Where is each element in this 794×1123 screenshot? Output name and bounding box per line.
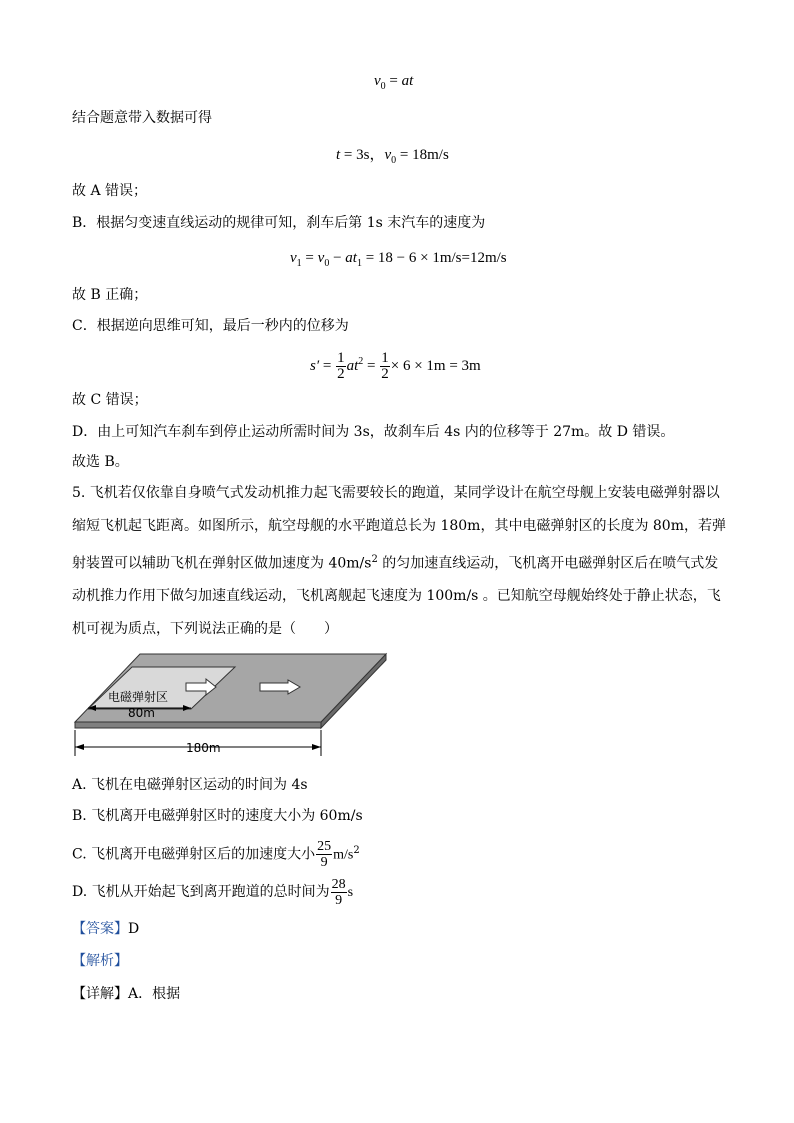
unit: s [347,885,354,900]
question-5-line-4: 动机推力作用下做匀加速直线运动，飞机离舰起飞速度为 100m/s 。已知航空母舰始终处于静止状态，飞 [72,588,721,604]
text-d-statement: D．由上可知汽车刹车到停止运动所需时间为 3s，故刹车后 4s 内的位移等于 27m。故 D 错误。 [72,424,675,440]
fraction [380,351,390,382]
eq-superscript: 2 [358,356,364,367]
eq-value: = 18 − 6 × 1m/s=12m/s [361,250,507,266]
option-c-text: C. 飞机离开电磁弹射区后的加速度大小 [72,846,316,863]
text-a-wrong: 故 A 错误； [72,183,148,199]
option-d [72,874,353,911]
fraction-denominator: 9 [335,892,343,908]
answer-value: D [128,921,140,937]
eq-symbol: t [336,147,341,163]
question-5-line-3a: 射装置可以辅助飞机在弹射区做加速度为 40m/s [72,555,372,572]
fraction-denominator: 2 [381,366,389,383]
detail-text: A．根据 [128,986,181,1002]
fraction-numerator: 28 [331,876,346,892]
option-c [72,833,360,874]
text-c-statement: C．根据逆向思维可知，最后一秒内的位移为 [72,318,349,334]
dimension-arrowhead [312,744,321,750]
eq-subscript: 1 [296,258,302,269]
eq-symbol: v [290,250,297,266]
text-choose: 故选 B。 [72,454,129,470]
eq-value: = 3s， [340,147,385,163]
dimension-label-80m: 80m [128,706,155,720]
deck-side [75,722,321,728]
fraction [316,839,332,870]
dimension-label-180m: 180m [186,741,221,755]
answer-line [72,919,139,939]
question-5-line-3 [72,550,718,574]
fraction-numerator: 1 [337,350,345,367]
catapult-zone-label: 电磁弹射区 [108,690,169,704]
eq-sign: = [363,358,380,374]
analysis-line [72,951,128,971]
eq-value: × 6 × 1m = 3m [390,358,481,374]
equation-s [310,344,481,384]
eq-symbol: v [317,250,325,266]
fraction-denominator: 9 [320,855,328,871]
eq-symbol: v [374,73,381,89]
question-5-line-2: 缩短飞机起飞距离。如图所示，航空母舰的水平跑道总长为 180m，其中电磁弹射区的长度为 80m，若弹 [72,518,726,534]
text-combine: 结合题意带入数据可得 [72,110,212,126]
eq-superscript: 2 [371,554,378,565]
equation-v1 [290,248,507,274]
analysis-tag: 【解析】 [72,953,128,969]
eq-sign: = [301,250,318,266]
eq-sign: − [329,250,346,266]
question-5-line-1: 5. 飞机若仅依靠自身喷气式发动机推力起飞需要较长的跑道，某同学设计在航空母舰上安装电磁弹射器以 [72,485,720,501]
unit: m/s [333,847,354,863]
detail-tag: 【详解】 [72,986,128,1002]
dimension-arrowhead [75,744,84,750]
eq-symbol: at [346,358,359,374]
text-b-right: 故 B 正确； [72,287,148,303]
eq-symbol: v [384,147,392,163]
fraction-numerator: 25 [317,839,332,855]
option-d-text: D. 飞机从开始起飞到离开跑道的总时间为 [72,884,330,900]
eq-sign: = [385,73,402,89]
equation-v0 [374,71,413,97]
equation-t-v0 [336,145,449,171]
fraction [336,351,346,382]
question-5-line-3b: 的匀加速直线运动，飞机离开电磁弹射区后在喷气式发 [377,555,719,572]
eq-subscript: 0 [324,258,330,269]
carrier-runway-figure [70,650,400,758]
eq-subscript: 0 [391,155,397,166]
detail-line [72,984,180,1004]
option-a: A. 飞机在电磁弹射区运动的时间为 4s [72,777,308,793]
eq-subscript: 0 [380,81,386,92]
answer-tag: 【答案】 [72,921,128,937]
eq-value: = 18m/s [396,147,449,163]
question-5-line-5: 机可视为质点，下列说法正确的是（ ） [72,621,338,637]
eq-sign: = [319,358,336,374]
fraction [331,877,347,908]
fraction-denominator: 2 [337,366,345,383]
fraction-numerator: 1 [381,350,389,367]
eq-subscript: 1 [356,258,362,269]
text-c-wrong: 故 C 错误； [72,392,148,408]
eq-rhs: at [401,73,414,89]
eq-superscript: 2 [353,845,360,856]
option-b: B. 飞机离开电磁弹射区时的速度大小为 60m/s [72,808,363,824]
eq-symbol: s′ [310,358,320,374]
eq-symbol: at [345,250,357,266]
text-b-statement: B．根据匀变速直线运动的规律可知，刹车后第 1s 末汽车的速度为 [72,215,486,231]
